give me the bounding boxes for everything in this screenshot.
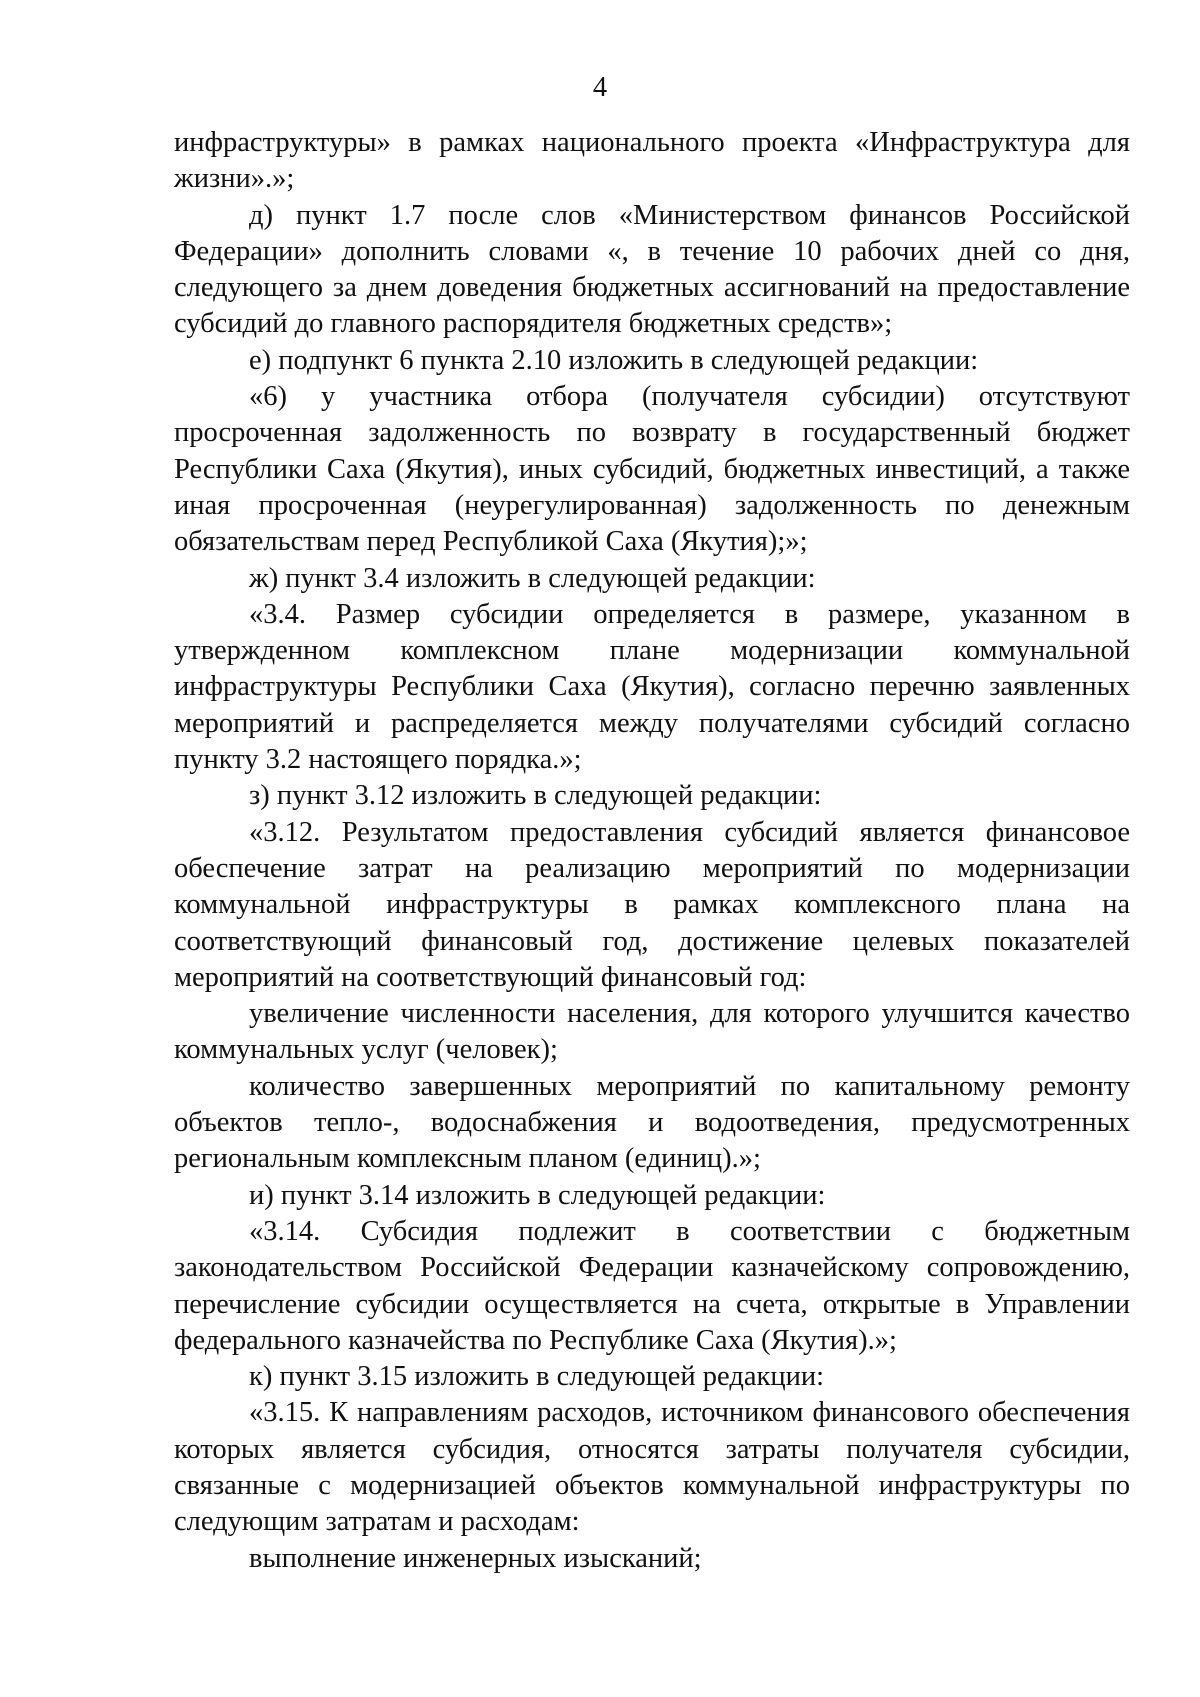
paragraph-item-i: и) пункт 3.14 изложить в следующей редакции: xyxy=(249,1179,826,1211)
paragraph-quote-3-15: «3.15. К направлениям расходов, источником финансового обеспечения которых является субсидия, относятся затраты получателя субсидии, связанные с модернизацией объектов коммунальной инфраструктуры по следующим затратам и расходам: xyxy=(174,1397,1130,1538)
paragraph-item-zh: ж) пункт 3.4 изложить в следующей редакции: xyxy=(249,562,816,594)
paragraph-item-z: з) пункт 3.12 изложить в следующей редакции: xyxy=(249,780,822,812)
paragraph-quote-3-12: «3.12. Результатом предоставления субсидий является финансовое обеспечение затрат на реализацию мероприятий по модернизации коммунальной инфраструктуры в рамках комплексного плана на соответствующий финансовый год, достижение целевых показателей мероприятий на соответствующий финансовый год: xyxy=(174,816,1130,993)
paragraph-quote-3-4: «3.4. Размер субсидии определяется в размере, указанном в утвержденном комплексном плане модернизации коммунальной инфраструктуры Республики Саха (Якутия), согласно перечню заявленных мероприятий и распределяется между получателями субсидий согласно пункту 3.2 настоящего порядка.»; xyxy=(174,598,1130,776)
paragraph-item-d: д) пункт 1.7 после слов «Министерством финансов Российской Федерации» дополнить словами «, в течение 10 рабочих дней со дня, следующего за днем доведения бюджетных ассигнований на предоставление субсидий до главного распорядителя бюджетных средств»; xyxy=(174,199,1130,340)
document-body xyxy=(174,125,1130,1577)
paragraph-indicator-repairs: количество завершенных мероприятий по капитальному ремонту объектов тепло-, водоснабжения и водоотведения, предусмотренных региональным комплексным планом (единиц).»; xyxy=(174,1070,1130,1175)
paragraph-expense-surveys: выполнение инженерных изысканий; xyxy=(249,1542,702,1574)
paragraph-quote-6: «6) у участника отбора (получателя субсидии) отсутствуют просроченная задолженность по возврату в государственный бюджет Республики Саха (Якутия), иных субсидий, бюджетных инвестиций, а также иная просроченная (неурегулированная) задолженность по денежным обязательствам перед Республикой Саха (Якутия);»; xyxy=(174,381,1130,558)
paragraph-indicator-population: увеличение численности населения, для которого улучшится качество коммунальных услуг (человек); xyxy=(174,998,1130,1066)
paragraph-item-k: к) пункт 3.15 изложить в следующей редакции: xyxy=(249,1361,824,1393)
paragraph-item-e: е) подпункт 6 пункта 2.10 изложить в следующей редакции: xyxy=(249,344,979,376)
page-number: 4 xyxy=(592,72,608,103)
paragraph-quote-3-14: «3.14. Субсидия подлежит в соответствии с бюджетным законодательством Российской Федерации казначейскому сопровождению, перечисление субсидии осуществляется на счета, открытые в Управлении федерального казначейства по Республике Саха (Якутия).»; xyxy=(174,1215,1130,1356)
paragraph-continuation: инфраструктуры» в рамках национального проекта «Инфраструктура для жизни».»; xyxy=(174,127,1130,195)
